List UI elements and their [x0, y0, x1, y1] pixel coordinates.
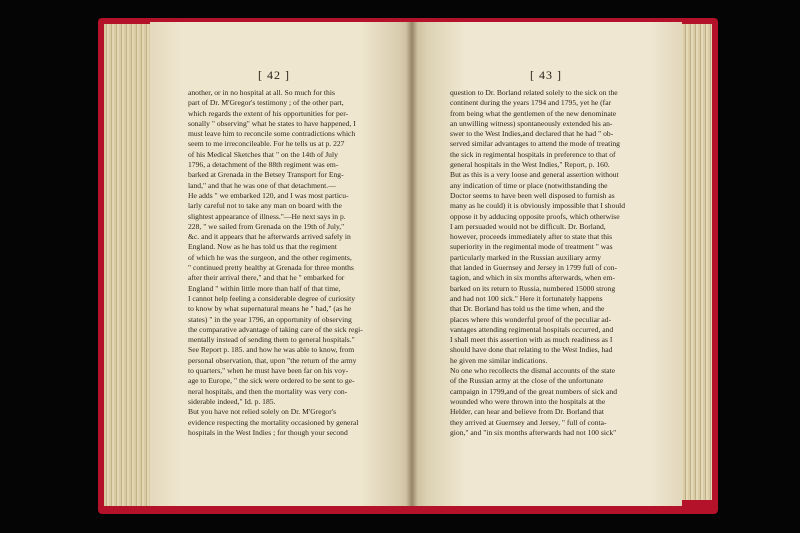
- text-line: that Dr. Borland has told us the time when, and the: [450, 304, 605, 314]
- text-line: of his Medical Sketches that " on the 14th of July: [188, 149, 338, 159]
- text-line: after their arrival there," and that he " embarked for: [188, 273, 345, 283]
- text-line: personal observation, that, upon "the return of the army: [188, 355, 357, 365]
- text-line: Helder, can hear and believe from Dr. Borland that: [450, 407, 605, 417]
- text-line: served similar advantages to attend the mode of treating: [450, 139, 620, 149]
- book-gutter: [406, 22, 418, 506]
- text-line: age to Europe, " the sick were ordered to be sent to ge-: [188, 376, 355, 386]
- text-line: tagion, and which in six months afterwards, when em-: [450, 273, 615, 283]
- text-line: But you have not relied solely on Dr. M'Gregor's: [188, 407, 337, 417]
- text-line: sonally " observing" what he states to have happened, I: [188, 118, 356, 128]
- text-line: oppose it by adducing opposite proofs, which otherwise: [450, 211, 620, 221]
- text-line: of the Russian army at the close of the unfortunate: [450, 376, 604, 386]
- text-line: slightest appearance of illness."—He next says in p.: [188, 211, 346, 221]
- text-line: No one who recollects the dismal accounts of the state: [450, 366, 616, 376]
- text-line: and had not 100 sick." Here it fortunately happens: [450, 293, 603, 303]
- text-line: many as he could) it is obviously impossible that I should: [450, 201, 626, 211]
- text-line: 1796, a detachment of the 88th regiment was em-: [188, 160, 339, 170]
- text-line: which regards the extent of his opportunities for per-: [188, 108, 349, 118]
- text-line: of which he was the surgeon, and the other regiments,: [188, 252, 352, 262]
- text-line: barked on its return to Russia, numbered 15000 strong: [450, 283, 616, 293]
- text-line: barked at Grenada in the Betsey Transport for Eng-: [188, 170, 344, 180]
- text-line: places where this wonderful proof of the peculiar ad-: [450, 314, 612, 324]
- text-line: particularly marked in the Russian auxiliary army: [450, 252, 601, 262]
- text-line: gion," and "in six months afterwards had not 100 sick": [450, 427, 617, 437]
- right-page-edges: [678, 24, 712, 500]
- left-page-number: [ 42 ]: [258, 68, 290, 82]
- text-line: to know by what supernatural means he " had," (as he: [188, 304, 352, 314]
- text-line: any indication of time or place (notwithstanding the: [450, 180, 608, 190]
- text-line: land," and that he was one of that detachment.—: [188, 180, 336, 190]
- text-line: larly careful not to take any man on board with the: [188, 201, 342, 211]
- text-line: must leave him to reconcile some contradictions which: [188, 129, 356, 139]
- text-line: that landed in Guernsey and Jersey in 1799 full of con-: [450, 263, 618, 273]
- text-line: I shall meet this assertion with as much readiness as I: [450, 335, 613, 345]
- text-line: wounded who were thrown into the hospitals at the: [450, 396, 606, 406]
- text-line: See Report p. 185. and how he was able to know, from: [188, 345, 355, 355]
- text-line: swer to the West Indies,and declared that he had " ob-: [450, 129, 614, 139]
- text-line: continent during the years 1794 and 1795, yet he (far: [450, 98, 612, 108]
- text-line: He adds " we embarked 120, and I was most particu-: [188, 190, 349, 200]
- text-line: &c. and it appears that he afterwards arrived safely in: [188, 232, 351, 242]
- text-line: siderable indeed," Id. p. 185.: [188, 396, 276, 406]
- text-line: vantages attending regimental hospitals occurred, and: [450, 324, 614, 334]
- text-line: I cannot help feeling a considerable degree of curiosity: [188, 293, 355, 303]
- left-page: [150, 22, 412, 506]
- text-line: mentally instead of sending them to general hospitals.": [188, 335, 355, 345]
- text-line: an unwilling witness) spontaneously extended his an-: [450, 118, 613, 128]
- text-line: part of Dr. M'Gregor's testimony ; of the other part,: [188, 98, 344, 108]
- text-line: " continued pretty healthy at Grenada for three months: [188, 263, 354, 273]
- text-line: states) " in the year 1796, an opportunity of observing: [188, 314, 352, 324]
- left-page-text: [188, 88, 384, 438]
- text-line: England " within little more than half of that time,: [188, 283, 341, 293]
- text-line: another, or in no hospital at all. So much for this: [188, 88, 335, 97]
- text-line: to quarters," when he must have been far on his voy-: [188, 366, 349, 376]
- text-line: question to Dr. Borland related solely to the sick on the: [450, 88, 618, 97]
- text-line: But as this is a very loose and general assertion without: [450, 170, 619, 180]
- text-line: however, proceeds immediately after to state that this: [450, 232, 613, 242]
- text-line: the sick in regimental hospitals in preference to that of: [450, 149, 616, 159]
- text-line: the comparative advantage of taking care of the sick regi-: [188, 324, 363, 334]
- text-line: evidence respecting the mortality occasioned by general: [188, 417, 359, 427]
- text-line: campaign in 1799,and of the great numbers of sick and: [450, 386, 618, 396]
- text-line: 228, " we sailed from Grenada on the 19th of July,": [188, 221, 345, 231]
- text-line: hospitals in the West Indies ; for though your second: [188, 427, 348, 437]
- text-line: neral hospitals, and then the mortality was very con-: [188, 386, 348, 396]
- right-page-text: [450, 88, 658, 438]
- right-page-number: [ 43 ]: [530, 68, 562, 82]
- text-line: from being what the gentlemen of the new denominate: [450, 108, 617, 118]
- text-line: should have done that relating to the West Indies, had: [450, 345, 613, 355]
- text-line: seem to me irreconcileable. For he tells us at p. 227: [188, 139, 345, 149]
- text-line: they arrived at Guernsey and Jersey, " full of conta-: [450, 417, 607, 427]
- text-line: superiority in the regimental mode of treatment " was: [450, 242, 613, 252]
- text-line: he given me similar indications.: [450, 355, 548, 365]
- text-line: I am persuaded would not be difficult. Dr. Borland,: [450, 221, 606, 231]
- text-line: Doctor seems to have been well disposed to furnish as: [450, 190, 615, 200]
- text-line: England. Now as he has told us that the regiment: [188, 242, 337, 252]
- text-line: general hospitals in the West Indies," Report, p. 160.: [450, 160, 610, 170]
- right-page: [412, 22, 682, 506]
